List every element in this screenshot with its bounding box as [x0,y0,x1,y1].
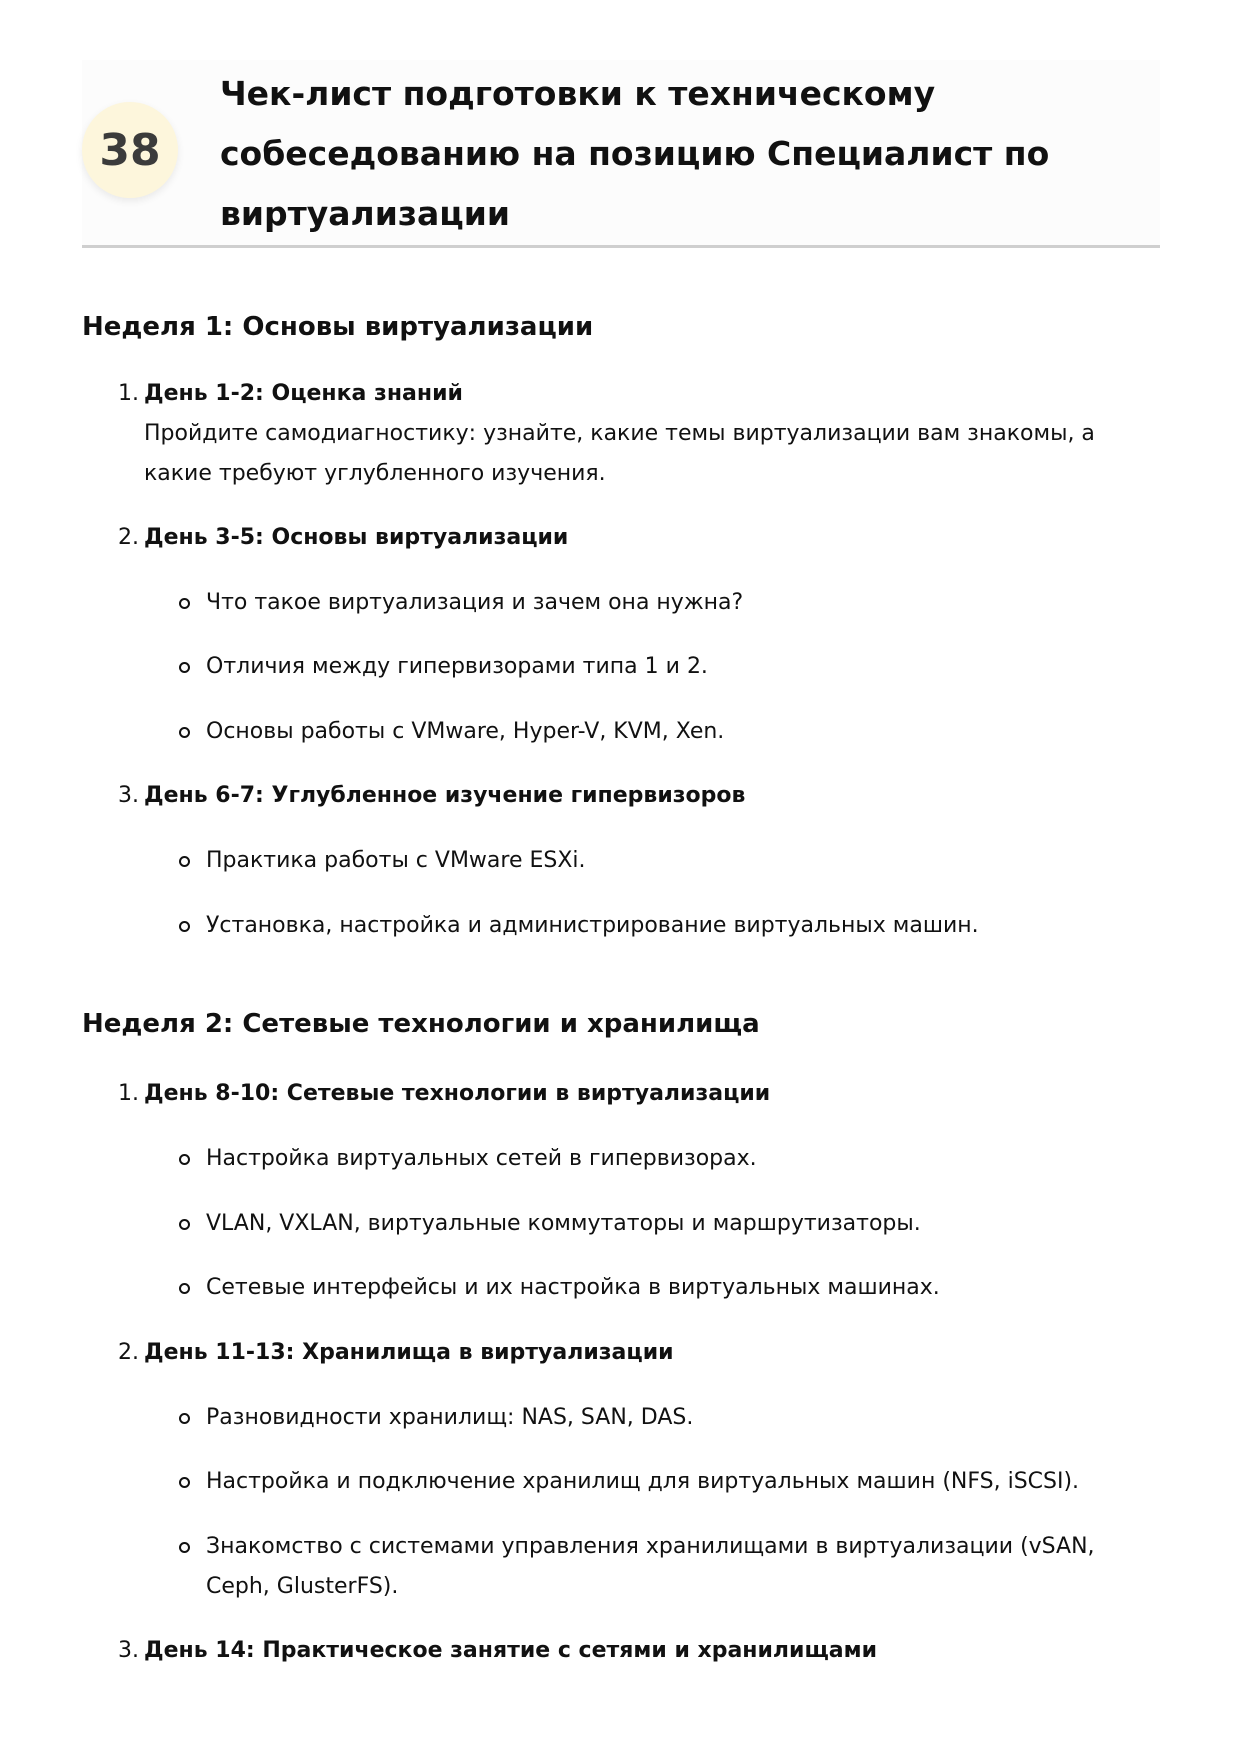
list-item: Что такое виртуализация и зачем она нужна? [206,583,1156,623]
day-number: 2. [118,525,139,550]
day-item [118,1333,1148,1373]
list-item: Разновидности хранилищ: NAS, SAN, DAS. [206,1398,1156,1438]
day-number: 3. [118,783,139,808]
day-item [118,518,1148,558]
day-title: День 8-10: Сетевые технологии в виртуализации [144,1081,771,1106]
list-item: Отличия между гипервизорами типа 1 и 2. [206,647,1156,687]
list-item: VLAN, VXLAN, виртуальные коммутаторы и маршрутизаторы. [206,1204,1156,1244]
day-description: Пройдите самодиагностику: узнайте, какие темы виртуализации вам знакомы, а какие требуют углубленного изучения. [144,421,1095,486]
list-item: Настройка виртуальных сетей в гипервизорах. [206,1139,1156,1179]
bullet-circle-icon [179,1219,190,1230]
bullet-circle-icon [179,1154,190,1165]
day-item [118,1631,1148,1671]
list-item: Знакомство с системами управления хранилищами в виртуализации (vSAN, Ceph, GlusterFS). [206,1527,1156,1607]
day-number: 1. [118,1081,139,1106]
day-title: День 1-2: Оценка знаний [144,381,463,406]
day-title: День 11-13: Хранилища в виртуализации [144,1340,674,1365]
day-item [118,776,1148,816]
bullet-circle-icon [179,921,190,932]
list-item: Практика работы с VMware ESXi. [206,841,1156,881]
list-item: Настройка и подключение хранилищ для виртуальных машин (NFS, iSCSI). [206,1462,1156,1502]
list-item: Основы работы с VMware, Hyper-V, KVM, Xen. [206,712,1156,752]
week-heading: Неделя 2: Сетевые технологии и хранилища [82,1009,760,1039]
bullet-circle-icon [179,1413,190,1424]
list-item: Установка, настройка и администрирование виртуальных машин. [206,906,1156,946]
day-number: 2. [118,1340,139,1365]
bullet-circle-icon [179,1283,190,1294]
day-number: 1. [118,381,139,406]
bullet-circle-icon [179,1477,190,1488]
day-title: День 6-7: Углубленное изучение гипервизоров [144,783,746,808]
bullet-circle-icon [179,856,190,867]
list-item: Сетевые интерфейсы и их настройка в виртуальных машинах. [206,1268,1156,1308]
day-title: День 14: Практическое занятие с сетями и хранилищами [144,1638,878,1663]
day-item [118,1074,1148,1114]
bullet-circle-icon [179,598,190,609]
bullet-circle-icon [179,1542,190,1553]
bullet-circle-icon [179,662,190,673]
page-number-badge: 38 [82,102,178,198]
bullet-circle-icon [179,727,190,738]
day-number: 3. [118,1638,139,1663]
day-title: День 3-5: Основы виртуализации [144,525,569,550]
day-item [118,374,1148,414]
week-heading: Неделя 1: Основы виртуализации [82,312,594,342]
page-title: Чек-лист подготовки к техническому собеседованию на позицию Специалист по виртуализации [220,74,1050,233]
page-header [82,60,1160,248]
